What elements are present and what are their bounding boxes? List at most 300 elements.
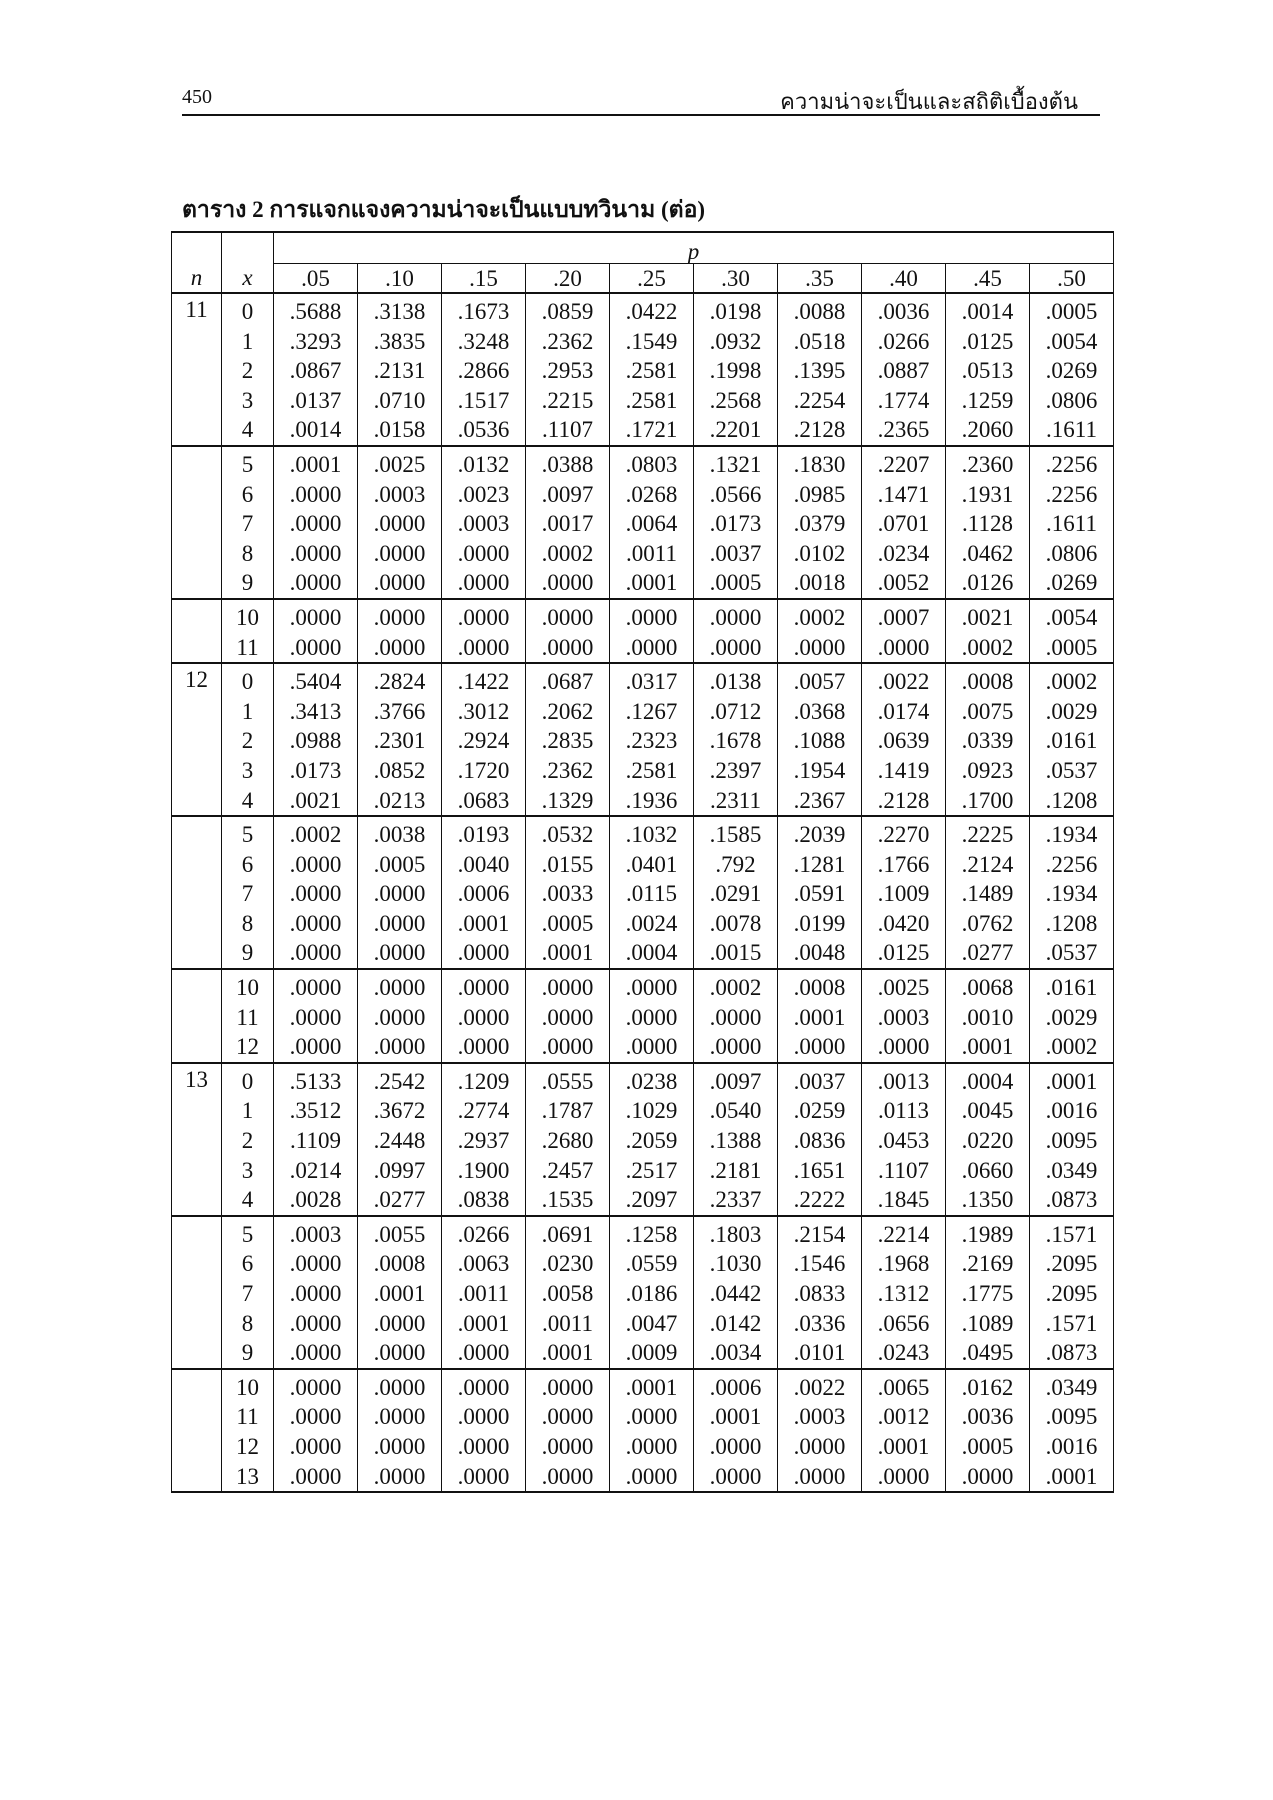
probability-value: .0268	[625, 481, 678, 507]
probability-value: .0161	[1045, 728, 1098, 754]
probability-value: .0000	[541, 604, 594, 630]
probability-value: .0687	[541, 669, 594, 695]
probability-cell	[358, 599, 442, 663]
probability-cell	[862, 969, 946, 1063]
probability-value: .0859	[541, 299, 594, 324]
probability-value: .1032	[625, 822, 678, 848]
probability-value: .0000	[709, 634, 762, 660]
probability-value: .0054	[1045, 328, 1098, 354]
x-values-cell	[222, 816, 274, 969]
x-value: 8	[241, 1310, 254, 1336]
x-values-cell	[222, 969, 274, 1063]
probability-value: .0000	[289, 1251, 342, 1277]
probability-cell	[610, 816, 694, 969]
probability-value: .0997	[373, 1157, 426, 1183]
probability-value: .2397	[709, 757, 762, 783]
x-value: 11	[236, 634, 259, 660]
probability-value: .0037	[709, 540, 762, 566]
probability-value: .2924	[457, 728, 510, 754]
probability-value: .2362	[541, 328, 594, 354]
probability-value: .0014	[289, 417, 342, 443]
probability-cell	[694, 663, 778, 816]
probability-value: .0000	[793, 1463, 846, 1489]
probability-value: .0639	[877, 728, 930, 754]
probability-value: .0001	[457, 1310, 510, 1336]
probability-value: .0029	[1045, 698, 1098, 724]
probability-value: .0045	[961, 1098, 1014, 1124]
probability-value: .0162	[961, 1374, 1014, 1400]
probability-value: .1954	[793, 757, 846, 783]
probability-value: .1830	[793, 451, 846, 477]
probability-cell	[778, 1369, 862, 1492]
probability-value: .1989	[961, 1221, 1014, 1247]
probability-cell	[526, 816, 610, 969]
probability-value: .0422	[625, 299, 678, 324]
probability-value: .0005	[1045, 634, 1098, 660]
probability-value: .0005	[961, 1433, 1014, 1459]
probability-value: .0518	[793, 328, 846, 354]
probability-value: .0000	[373, 1463, 426, 1489]
probability-value: .0013	[877, 1068, 930, 1094]
probability-value: .0001	[373, 1281, 426, 1306]
probability-value: .0537	[1045, 757, 1098, 783]
probability-value: .0011	[458, 1281, 509, 1306]
probability-value: .792	[715, 851, 756, 877]
probability-cell	[526, 663, 610, 816]
probability-value: .3248	[457, 328, 510, 354]
probability-value: .2774	[457, 1098, 510, 1124]
probability-value: .0000	[541, 1374, 594, 1400]
probability-value: .1845	[877, 1187, 930, 1213]
probability-value: .0000	[373, 511, 426, 537]
probability-value: .0000	[457, 634, 510, 660]
x-value: 10	[236, 975, 259, 1001]
probability-value: .0063	[457, 1251, 510, 1277]
x-value: 9	[241, 570, 254, 596]
probability-value: .0007	[877, 604, 930, 630]
probability-value: .0000	[541, 1404, 594, 1430]
p-column-header: .50	[1030, 264, 1114, 294]
probability-value: .0001	[793, 1004, 846, 1030]
probability-cell	[1030, 1063, 1114, 1216]
probability-value: .2225	[961, 822, 1014, 848]
probability-value: .0000	[793, 1034, 846, 1060]
x-value: 13	[236, 1463, 259, 1489]
table-row-block	[172, 599, 1114, 663]
x-values-cell	[222, 1216, 274, 1369]
probability-value: .0022	[877, 669, 930, 695]
probability-value: .2301	[373, 728, 426, 754]
probability-value: .0138	[709, 669, 762, 695]
probability-value: .0000	[457, 1034, 510, 1060]
probability-value: .5404	[289, 669, 342, 695]
probability-value: .0017	[541, 511, 594, 537]
probability-value: .0186	[625, 1281, 678, 1306]
probability-value: .0000	[541, 975, 594, 1001]
probability-value: .2270	[877, 822, 930, 848]
binomial-table-container	[171, 231, 1114, 1493]
probability-value: .0656	[877, 1310, 930, 1336]
probability-cell	[694, 1216, 778, 1369]
probability-value: .0009	[625, 1340, 678, 1366]
probability-value: .0220	[961, 1128, 1014, 1154]
probability-value: .0000	[877, 1034, 930, 1060]
probability-value: .1350	[961, 1187, 1014, 1213]
x-value: 12	[236, 1034, 259, 1060]
probability-cell	[358, 1216, 442, 1369]
probability-cell	[274, 293, 358, 446]
x-value: 0	[241, 1068, 254, 1094]
probability-value: .0001	[541, 940, 594, 966]
probability-value: .0000	[289, 1433, 342, 1459]
probability-value: .0000	[625, 1004, 678, 1030]
probability-value: .0000	[457, 1374, 510, 1400]
probability-value: .0462	[961, 540, 1014, 566]
probability-value: .0126	[961, 570, 1014, 596]
probability-value: .2866	[457, 358, 510, 384]
probability-value: .2215	[541, 387, 594, 413]
x-value: 2	[241, 728, 254, 754]
probability-value: .0000	[289, 1004, 342, 1030]
x-value: 4	[241, 1187, 254, 1213]
probability-value: .0379	[793, 511, 846, 537]
probability-value: .1517	[457, 387, 510, 413]
probability-value: .1489	[961, 881, 1014, 907]
probability-cell	[1030, 969, 1114, 1063]
probability-value: .0867	[289, 358, 342, 384]
probability-value: .0054	[1045, 604, 1098, 630]
probability-value: .0001	[457, 910, 510, 936]
probability-value: .1029	[625, 1098, 678, 1124]
probability-cell	[862, 293, 946, 446]
table-row-block	[172, 663, 1114, 816]
probability-value: .0015	[709, 940, 762, 966]
probability-value: .0536	[457, 417, 510, 443]
probability-value: .0021	[289, 787, 342, 813]
x-values-cell	[222, 1063, 274, 1216]
probability-value: .0115	[626, 881, 677, 907]
probability-value: .0025	[877, 975, 930, 1001]
x-value: 8	[241, 540, 254, 566]
x-value: 0	[241, 669, 254, 695]
probability-value: .0005	[709, 570, 762, 596]
probability-value: .0000	[961, 1463, 1014, 1489]
probability-value: .0000	[289, 881, 342, 907]
probability-value: .2039	[793, 822, 846, 848]
probability-value: .0000	[625, 1433, 678, 1459]
probability-value: .0000	[541, 1433, 594, 1459]
probability-value: .0401	[625, 851, 678, 877]
probability-cell	[442, 1216, 526, 1369]
probability-cell	[526, 1063, 610, 1216]
probability-value: .1422	[457, 669, 510, 695]
probability-cell	[694, 1063, 778, 1216]
probability-value: .0018	[793, 570, 846, 596]
probability-cell	[946, 599, 1030, 663]
x-value: 1	[241, 328, 254, 354]
probability-value: .0277	[373, 1187, 426, 1213]
probability-value: .0000	[373, 1374, 426, 1400]
probability-value: .0033	[541, 881, 594, 907]
probability-value: .0000	[289, 1374, 342, 1400]
probability-value: .0806	[1045, 387, 1098, 413]
probability-value: .0001	[625, 1374, 678, 1400]
probability-value: .2169	[961, 1251, 1014, 1277]
probability-value: .0887	[877, 358, 930, 384]
probability-value: .3413	[289, 698, 342, 724]
probability-value: .0113	[878, 1098, 929, 1124]
probability-value: .0336	[793, 1310, 846, 1336]
probability-value: .3512	[289, 1098, 342, 1124]
probability-cell	[274, 1063, 358, 1216]
probability-value: .0014	[961, 299, 1014, 324]
probability-value: .0002	[961, 634, 1014, 660]
probability-value: .0266	[457, 1221, 510, 1247]
probability-value: .0024	[625, 910, 678, 936]
probability-value: .2542	[373, 1068, 426, 1094]
probability-value: .0985	[793, 481, 846, 507]
table-row-block	[172, 969, 1114, 1063]
probability-value: .0003	[877, 1004, 930, 1030]
probability-value: .0000	[289, 851, 342, 877]
probability-value: .0021	[961, 604, 1014, 630]
probability-value: .0932	[709, 328, 762, 354]
probability-cell	[274, 816, 358, 969]
probability-value: .0806	[1045, 540, 1098, 566]
probability-value: .1900	[457, 1157, 510, 1183]
probability-value: .0095	[1045, 1404, 1098, 1430]
n-value-cell: 11	[172, 293, 222, 446]
probability-value: .0040	[457, 851, 510, 877]
probability-value: .0000	[373, 1034, 426, 1060]
probability-value: .3672	[373, 1098, 426, 1124]
probability-cell	[442, 293, 526, 446]
p-column-header: .20	[526, 264, 610, 294]
probability-value: .2360	[961, 451, 1014, 477]
x-value: 8	[241, 910, 254, 936]
probability-value: .0701	[877, 511, 930, 537]
probability-cell	[694, 1369, 778, 1492]
probability-cell	[778, 599, 862, 663]
probability-value: .2256	[1045, 451, 1098, 477]
probability-cell	[1030, 293, 1114, 446]
probability-value: .0057	[793, 669, 846, 695]
table-body	[172, 293, 1114, 1492]
probability-cell	[1030, 816, 1114, 969]
probability-value: .0291	[709, 881, 762, 907]
x-values-cell	[222, 663, 274, 816]
probability-value: .0000	[541, 1004, 594, 1030]
probability-cell	[1030, 1369, 1114, 1492]
probability-value: .0495	[961, 1340, 1014, 1366]
probability-value: .0000	[457, 1004, 510, 1030]
probability-value: .0000	[289, 910, 342, 936]
page-number: 450	[182, 86, 212, 108]
probability-cell	[946, 1369, 1030, 1492]
probability-cell	[526, 293, 610, 446]
probability-value: .0277	[961, 940, 1014, 966]
probability-value: .0000	[373, 975, 426, 1001]
probability-value: .0836	[793, 1128, 846, 1154]
probability-value: .1720	[457, 757, 510, 783]
probability-value: .0006	[709, 1374, 762, 1400]
probability-value: .0230	[541, 1251, 594, 1277]
corner-cell-x	[222, 232, 274, 264]
probability-value: .0016	[1045, 1433, 1098, 1459]
probability-value: .0047	[625, 1310, 678, 1336]
probability-value: .0005	[541, 910, 594, 936]
p-column-header: .05	[274, 264, 358, 294]
probability-value: .1968	[877, 1251, 930, 1277]
probability-value: .0132	[457, 451, 510, 477]
probability-value: .0002	[541, 540, 594, 566]
probability-value: .2062	[541, 698, 594, 724]
probability-value: .0016	[1045, 1098, 1098, 1124]
probability-value: .0000	[289, 1034, 342, 1060]
probability-value: .1088	[793, 728, 846, 754]
probability-cell	[946, 663, 1030, 816]
probability-cell	[442, 1369, 526, 1492]
probability-value: .0001	[289, 451, 342, 477]
probability-value: .0000	[877, 634, 930, 660]
probability-cell	[526, 1216, 610, 1369]
x-values-cell	[222, 599, 274, 663]
probability-cell	[946, 816, 1030, 969]
probability-value: .0873	[1045, 1340, 1098, 1366]
probability-value: .2517	[625, 1157, 678, 1183]
probability-cell	[694, 446, 778, 599]
probability-value: .0000	[541, 1034, 594, 1060]
probability-value: .0003	[373, 481, 426, 507]
probability-value: .0269	[1045, 358, 1098, 384]
x-value: 6	[241, 1251, 254, 1277]
probability-cell	[358, 293, 442, 446]
probability-cell	[610, 1063, 694, 1216]
probability-value: .0002	[1045, 1034, 1098, 1060]
probability-value: .0010	[961, 1004, 1014, 1030]
probability-value: .2824	[373, 669, 426, 695]
probability-cell	[526, 1369, 610, 1492]
probability-value: .1585	[709, 822, 762, 848]
probability-value: .0660	[961, 1157, 1014, 1183]
probability-cell	[442, 663, 526, 816]
probability-cell	[274, 1369, 358, 1492]
probability-value: .0000	[289, 940, 342, 966]
x-value: 11	[236, 1004, 259, 1030]
probability-cell	[442, 599, 526, 663]
probability-value: .0052	[877, 570, 930, 596]
probability-value: .0833	[793, 1281, 846, 1306]
probability-value: .0214	[289, 1157, 342, 1183]
probability-value: .1388	[709, 1128, 762, 1154]
probability-value: .1535	[541, 1187, 594, 1213]
probability-value: .0000	[289, 570, 342, 596]
probability-value: .2181	[709, 1157, 762, 1183]
probability-value: .0011	[542, 1310, 593, 1336]
probability-value: .0559	[625, 1251, 678, 1277]
probability-value: .0540	[709, 1098, 762, 1124]
probability-cell	[1030, 446, 1114, 599]
probability-cell	[274, 599, 358, 663]
probability-value: .0691	[541, 1221, 594, 1247]
probability-value: .1700	[961, 787, 1014, 813]
n-value-cell	[172, 446, 222, 599]
probability-value: .0000	[457, 604, 510, 630]
probability-value: .0004	[961, 1068, 1014, 1094]
probability-value: .2131	[373, 358, 426, 384]
probability-value: .0243	[877, 1340, 930, 1366]
probability-cell	[778, 293, 862, 446]
probability-value: .0004	[625, 940, 678, 966]
probability-value: .2581	[625, 757, 678, 783]
probability-value: .0065	[877, 1374, 930, 1400]
x-value: 6	[241, 851, 254, 877]
probability-value: .0000	[625, 634, 678, 660]
probability-value: .1109	[290, 1128, 341, 1154]
probability-cell	[946, 1063, 1030, 1216]
probability-value: .3766	[373, 698, 426, 724]
binomial-table	[171, 231, 1114, 1493]
probability-value: .0036	[961, 1404, 1014, 1430]
x-value: 7	[241, 511, 254, 537]
probability-cell	[526, 599, 610, 663]
probability-cell	[862, 446, 946, 599]
p-column-header: .45	[946, 264, 1030, 294]
probability-cell	[778, 1063, 862, 1216]
probability-value: .1267	[625, 698, 678, 724]
x-values-cell	[222, 446, 274, 599]
probability-value: .0000	[289, 604, 342, 630]
probability-cell	[358, 969, 442, 1063]
probability-value: .0349	[1045, 1157, 1098, 1183]
probability-value: .0000	[373, 1433, 426, 1459]
probability-value: .0000	[625, 1463, 678, 1489]
probability-value: .0339	[961, 728, 1014, 754]
probability-cell	[946, 446, 1030, 599]
n-value-cell	[172, 816, 222, 969]
probability-value: .2367	[793, 787, 846, 813]
probability-value: .0002	[709, 975, 762, 1001]
probability-value: .2337	[709, 1187, 762, 1213]
probability-value: .2323	[625, 728, 678, 754]
probability-value: .0078	[709, 910, 762, 936]
probability-value: .2581	[625, 358, 678, 384]
probability-value: .0001	[1045, 1068, 1098, 1094]
n-header: n	[172, 264, 222, 294]
probability-value: .0161	[1045, 975, 1098, 1001]
probability-value: .0000	[457, 940, 510, 966]
probability-value: .0000	[289, 1310, 342, 1336]
probability-value: .0048	[793, 940, 846, 966]
probability-value: .1571	[1045, 1221, 1098, 1247]
probability-value: .0023	[457, 481, 510, 507]
probability-cell	[610, 1216, 694, 1369]
probability-value: .0137	[289, 387, 342, 413]
probability-value: .0000	[373, 634, 426, 660]
probability-value: .1208	[1045, 787, 1098, 813]
n-value-cell	[172, 1369, 222, 1492]
probability-cell	[946, 969, 1030, 1063]
probability-cell	[862, 1369, 946, 1492]
probability-value: .1934	[1045, 822, 1098, 848]
probability-value: .0537	[1045, 940, 1098, 966]
probability-value: .2457	[541, 1157, 594, 1183]
probability-value: .2214	[877, 1221, 930, 1247]
probability-value: .1312	[877, 1281, 930, 1306]
probability-cell	[610, 1369, 694, 1492]
table-row-block	[172, 293, 1114, 446]
probability-value: .0001	[625, 570, 678, 596]
